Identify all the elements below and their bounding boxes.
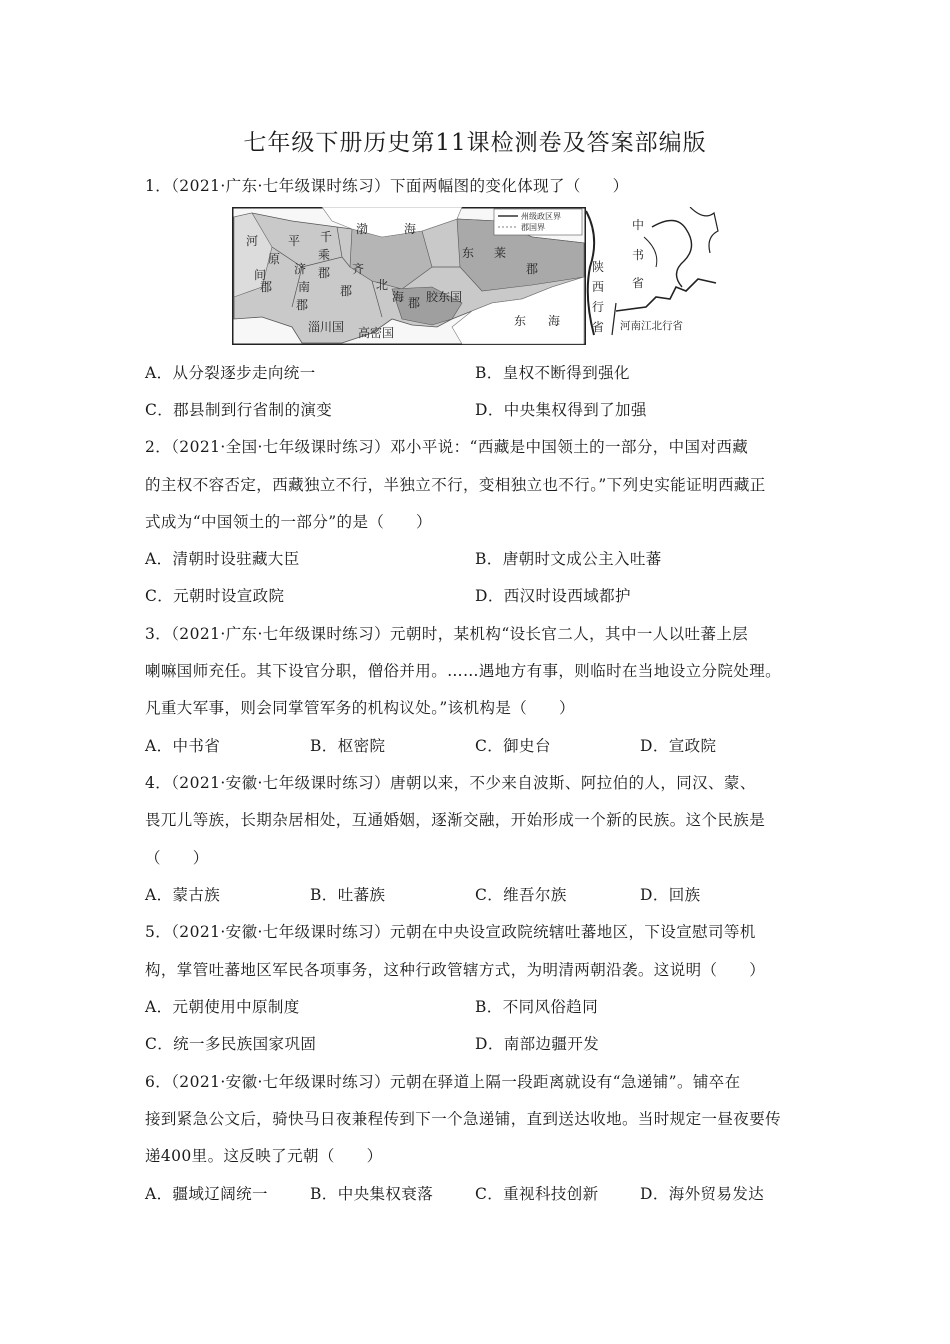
question-3-stem: 凡重大军事，则会同掌管军务的机构议处。”该机构是（ ）: [145, 699, 575, 717]
question-3-option-d[interactable]: D．宣政院: [640, 737, 717, 755]
question-6-option-a[interactable]: A．疆域辽阔统一: [145, 1185, 268, 1203]
question-4-stem: 4．（2021·安徽·七年级课时练习）唐朝以来，不少来自波斯、阿拉伯的人，同汉、蒙、: [145, 774, 756, 792]
legend-state-boundary: 州级政区界: [521, 212, 561, 221]
question-4-option-d[interactable]: D．回族: [640, 886, 701, 904]
question-2-stem: 的主权不容否定，西藏独立不行，半独立不行，变相独立也不行。”下列史实能证明西藏正: [145, 476, 766, 494]
question-2-option-a[interactable]: A．清朝时设驻藏大臣: [145, 550, 300, 568]
map-label: 郡: [296, 298, 309, 312]
map-label: 省: [632, 276, 645, 290]
map-label: 乘: [318, 248, 331, 262]
map-label: 海: [392, 290, 405, 304]
question-2-option-c[interactable]: C．元朝时设宣政院: [145, 587, 285, 605]
question-3-option-c[interactable]: C．御史台: [475, 737, 551, 755]
map-label: 郡: [340, 284, 353, 298]
map-label: 海: [548, 314, 561, 328]
map-label: 莱: [494, 246, 507, 260]
question-3-stem: 3．（2021·广东·七年级课时练习）元朝时，某机构“设长官二人，其中一人以吐蕃上层: [145, 625, 749, 643]
map-label: 郡: [260, 280, 273, 294]
map-label: 东: [514, 314, 527, 328]
map-label: 郡: [526, 262, 539, 276]
map-label: 河南江北行省: [620, 320, 683, 332]
question-4-option-c[interactable]: C．维吾尔族: [475, 886, 567, 904]
map-label: 西: [592, 280, 605, 294]
legend-commandery-boundary: 郡国界: [521, 223, 545, 232]
map-label: 南: [298, 280, 311, 294]
question-1-option-a[interactable]: A．从分裂逐步走向统一: [145, 364, 316, 382]
map-label: 河: [246, 234, 259, 248]
question-5-option-a[interactable]: A．元朝使用中原制度: [145, 998, 300, 1016]
map-label: 原: [268, 252, 281, 266]
map-label: 济: [294, 262, 307, 276]
question-5-option-c[interactable]: C．统一多民族国家巩固: [145, 1035, 317, 1053]
question-6-stem: 递400里。这反映了元朝（ ）: [145, 1147, 383, 1165]
question-4-option-b[interactable]: B．吐蕃族: [310, 886, 386, 904]
map-label: 间: [254, 268, 267, 282]
question-4-option-a[interactable]: A．蒙古族: [145, 886, 221, 904]
question-1-option-c[interactable]: C．郡县制到行省制的演变: [145, 401, 333, 419]
question-1-option-d[interactable]: D．中央集权得到了加强: [475, 401, 647, 419]
question-2-option-b[interactable]: B．唐朝时文成公主入吐蕃: [475, 550, 662, 568]
map-label: 北: [376, 278, 389, 292]
map-label: 书: [632, 248, 645, 262]
question-6-option-b[interactable]: B．中央集权衰落: [310, 1185, 434, 1203]
question-3-option-a[interactable]: A．中书省: [145, 737, 221, 755]
question-2-stem: 式成为“中国领土的一部分”的是（ ）: [145, 513, 432, 531]
map-label: 海: [404, 222, 417, 236]
question-2-stem: 2．（2021·全国·七年级课时练习）邓小平说：“西藏是中国领土的一部分，中国对西藏: [145, 438, 749, 456]
map-label: 中: [632, 218, 645, 232]
question-5-stem: 构，掌管吐蕃地区军民各项事务，这种行政管辖方式，为明清两朝沿袭。这说明（ ）: [145, 961, 766, 979]
question-5-option-d[interactable]: D．南部边疆开发: [475, 1035, 600, 1053]
question-6-stem: 6．（2021·安徽·七年级课时练习）元朝在驿道上隔一段距离就设有“急递铺”。铺卒在: [145, 1073, 741, 1091]
map-label: 行: [592, 300, 605, 314]
map-label: 高密国: [358, 326, 395, 340]
question-4-stem: 畏兀儿等族，长期杂居相处，互通婚姻，逐渐交融，开始形成一个新的民族。这个民族是: [145, 811, 766, 829]
question-6-option-c[interactable]: C．重视科技创新: [475, 1185, 599, 1203]
map-label: 渤: [356, 222, 369, 236]
map-label: 齐: [352, 262, 365, 276]
question-6-stem: 接到紧急公文后，骑快马日夜兼程传到下一个急递铺，直到送达收地。当时规定一昼夜要传: [145, 1110, 782, 1128]
question-4-stem: （ ）: [145, 849, 209, 867]
map-label: 平: [288, 234, 301, 248]
question-3-option-b[interactable]: B．枢密院: [310, 737, 386, 755]
question-5-stem: 5．（2021·安徽·七年级课时练习）元朝在中央设宣政院统辖吐蕃地区，下设宣慰司等机: [145, 923, 756, 941]
map-label: 郡: [318, 266, 331, 280]
map-label: 胶东国: [426, 290, 463, 304]
question-3-stem: 喇嘛国师充任。其下设官分职，僧俗并用。……遇地方有事，则临时在当地设立分院处理。: [145, 662, 782, 680]
question-1-stem: 1．（2021·广东·七年级课时练习）下面两幅图的变化体现了（ ）: [145, 177, 629, 195]
question-1-option-b[interactable]: B．皇权不断得到强化: [475, 364, 630, 382]
page-title: 七年级下册历史第11课检测卷及答案部编版: [243, 130, 707, 156]
map-label: 郡: [408, 296, 421, 310]
question-2-option-d[interactable]: D．西汉时设西域都护: [475, 587, 631, 605]
map-label: 东: [462, 246, 475, 260]
map-han-commanderies: [232, 207, 586, 345]
map-yuan-provinces: [586, 207, 722, 337]
map-label: 省: [592, 320, 605, 334]
map-label: 淄川国: [308, 320, 345, 334]
map-label: 陕: [592, 260, 605, 274]
question-5-option-b[interactable]: B．不同风俗趋同: [475, 998, 599, 1016]
map-label: 千: [320, 230, 333, 244]
question-6-option-d[interactable]: D．海外贸易发达: [640, 1185, 765, 1203]
